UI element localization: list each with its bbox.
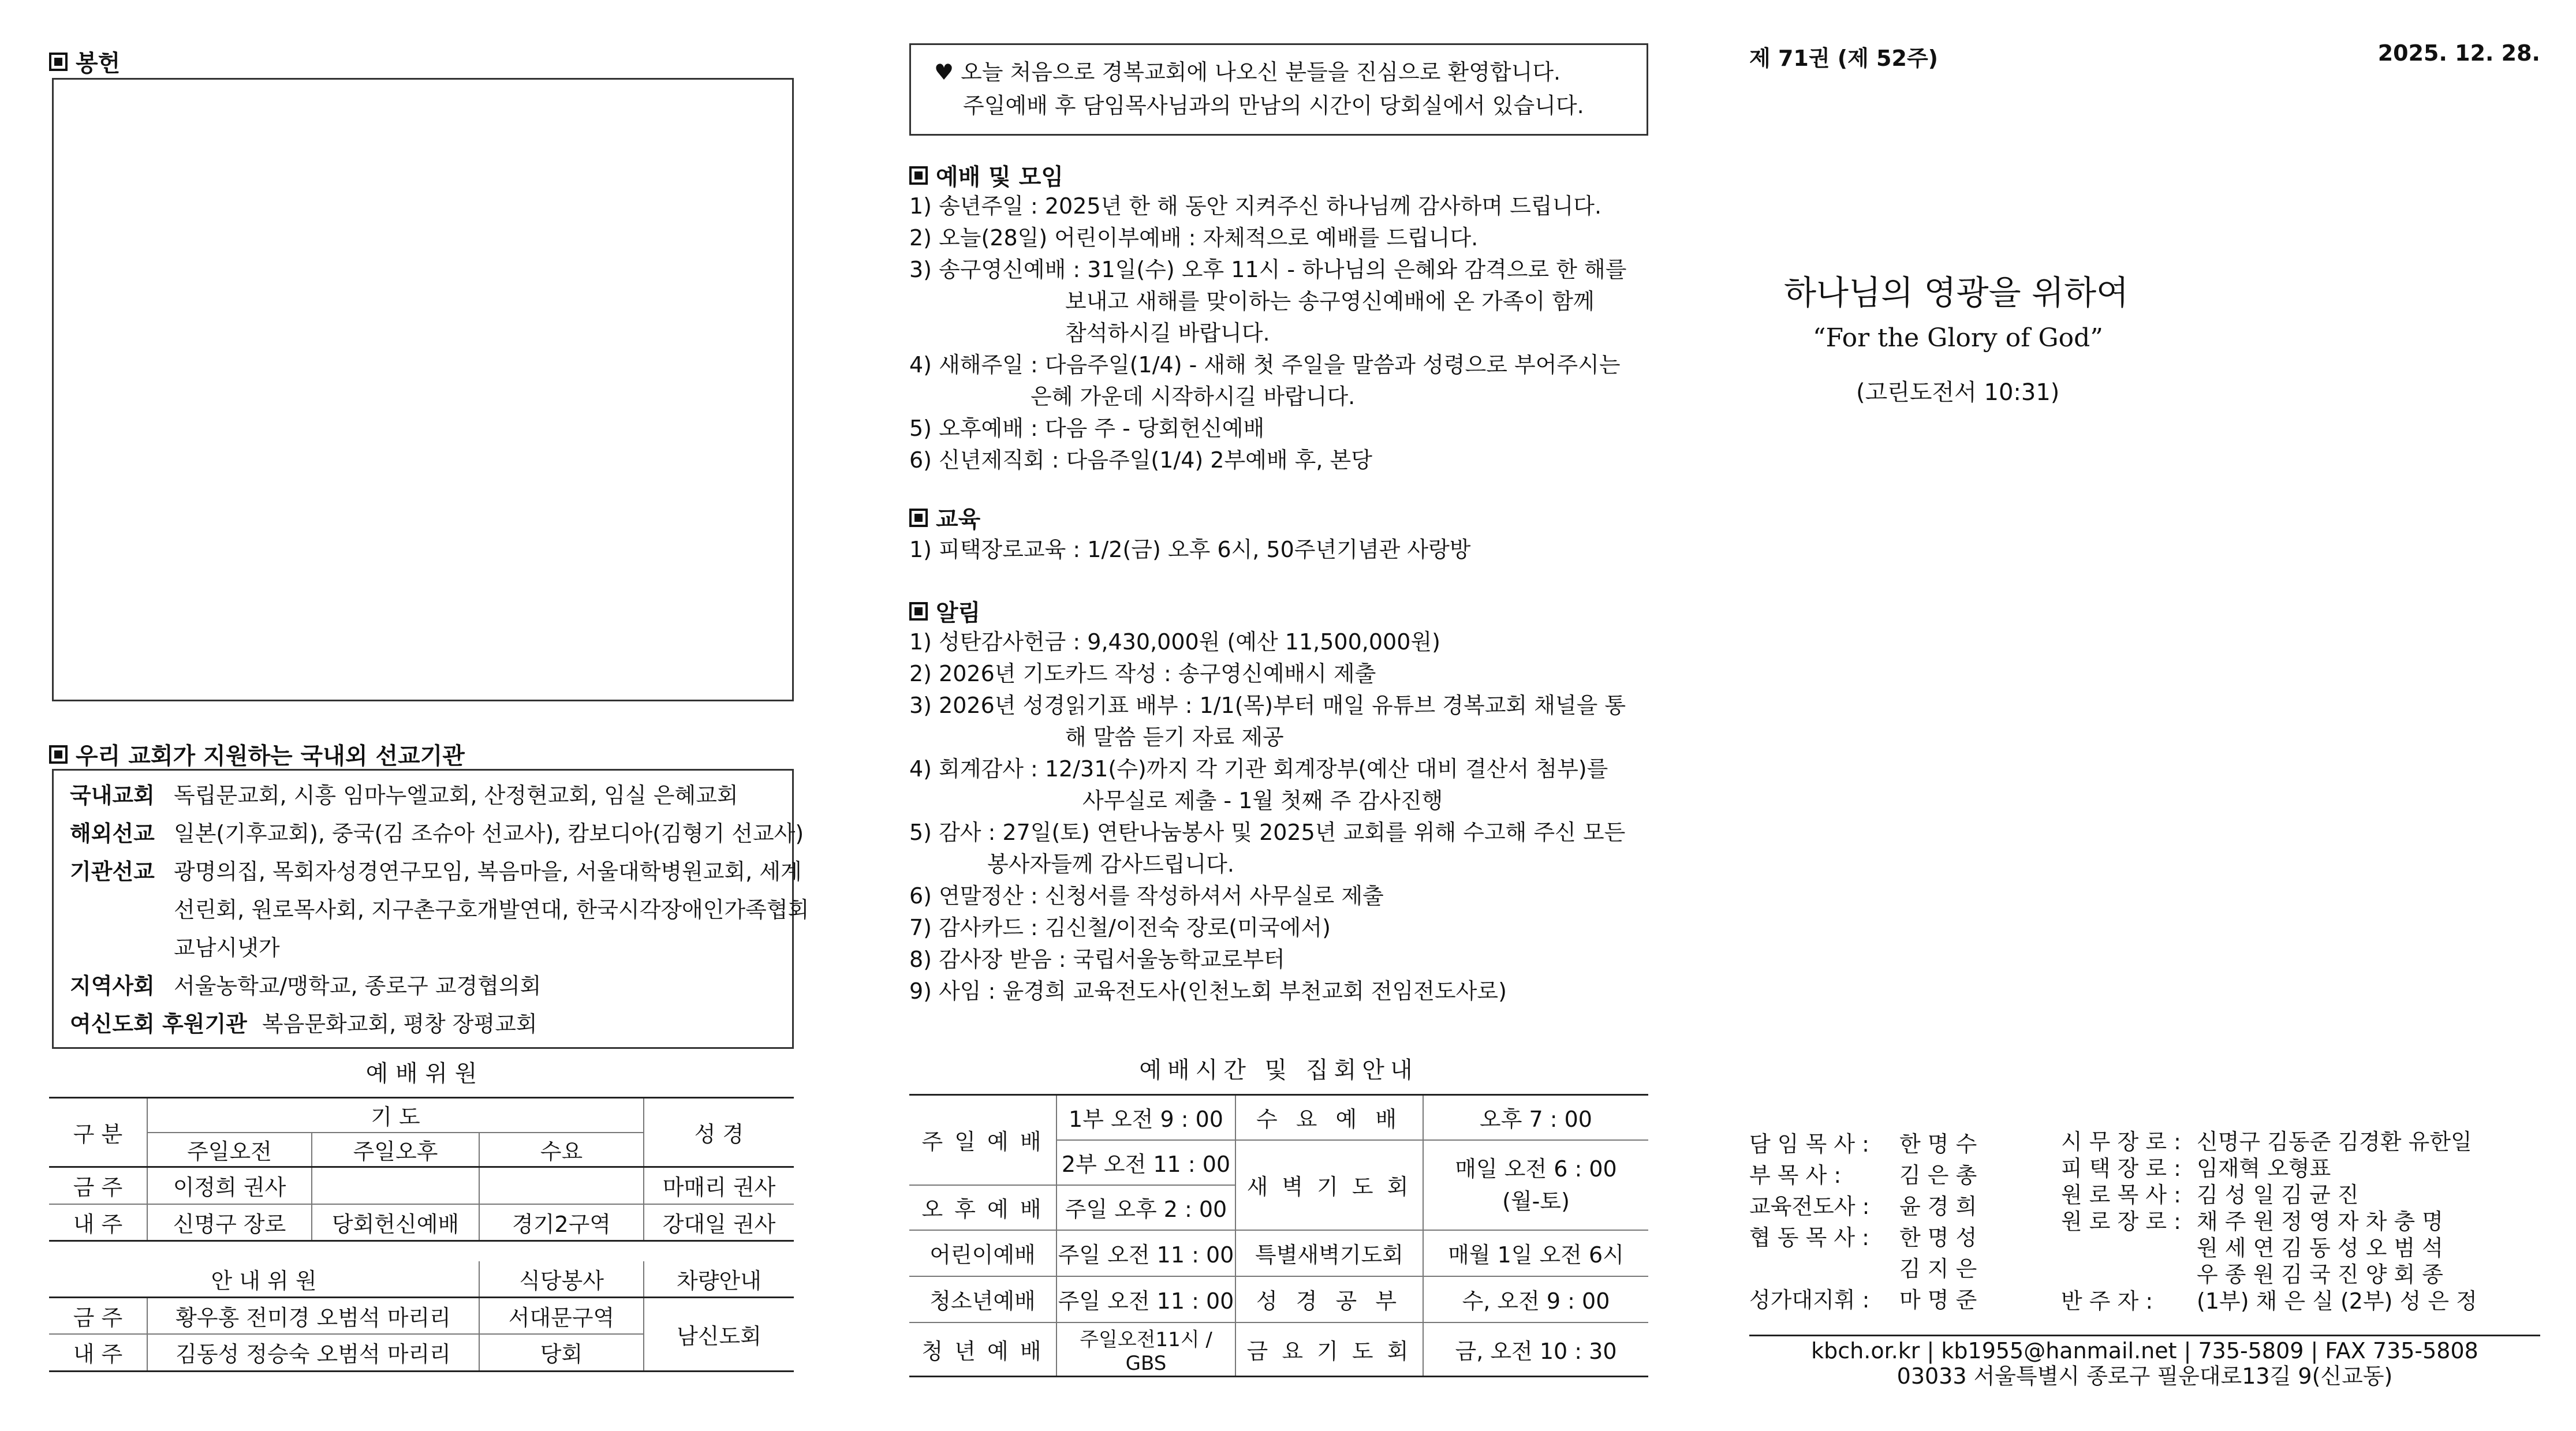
scripture-header: 성 경 [644, 1098, 794, 1167]
mission-text: 일본(기후교회), 중국(김 조슈아 선교사), 캄보디아(김형기 선교사) [174, 821, 804, 846]
staff-row [1749, 1160, 2038, 1191]
staff-role: 원 로 목 사 : [2061, 1182, 2181, 1208]
list-item: 9) 사임 : 윤경희 교육전도사(인천노회 부천교회 전임전도사로) [909, 978, 1507, 1004]
staff-name: 김 지 은 [1899, 1256, 1977, 1281]
missions-heading: 우리 교회가 지원하는 국내외 선교기관 [49, 738, 465, 771]
worship-meetings-heading: 예배 및 모임 [909, 159, 1063, 192]
cover-title: 하나님의 영광을 위하여 [1784, 273, 2129, 312]
staff-name: 김 은 총 [1899, 1163, 1977, 1188]
list-item: 5) 오후예배 : 다음 주 - 당회헌신예배 [909, 416, 1265, 441]
list-item: 사무실로 제출 - 1월 첫째 주 감사진행 [1082, 788, 1443, 813]
staff-role: 담 임 목 사 : [1749, 1131, 1869, 1157]
staff-role: 시 무 장 로 : [2061, 1129, 2181, 1154]
sub-header: 주일오전 [147, 1133, 312, 1167]
mission-text: 선린회, 원로목사회, 지구촌구호개발연대, 한국시각장애인가족협회 [174, 897, 809, 922]
staff-name: 신명구 김동준 김경환 유한일 [2197, 1129, 2472, 1154]
welcome-line: 주일예배 후 담임목사님과의 만남의 시간이 당회실에서 있습니다. [963, 93, 1584, 118]
staff-role: 부 목 사 : [1749, 1163, 1842, 1188]
staff-row [1749, 1253, 2038, 1284]
offering-box [52, 78, 794, 701]
mission-category [70, 891, 174, 929]
education-heading: 교육 [909, 501, 980, 534]
list-item: 보내고 새해를 맞이하는 송구영신예배에 온 가족이 함께 [1065, 289, 1595, 314]
table-row: 내 주 김동성 정승숙 오범석 마리리 당회 [49, 1334, 794, 1371]
mission-text: 광명의집, 목회자성경연구모임, 복음마을, 서울대학병원교회, 세계 [174, 859, 802, 884]
list-item: 2) 2026년 기도카드 작성 : 송구영신예배시 제출 [909, 661, 1376, 686]
sunday-worship-label: 주 일 예 배 [909, 1095, 1056, 1185]
notices-heading: 알림 [909, 595, 980, 627]
mission-category: 여신도회 후원기관 [70, 1011, 247, 1037]
list-item: 3) 송구영신예배 : 31일(수) 오후 11시 - 하나님의 은혜와 감격으로 한 해를 [909, 257, 1627, 282]
staff-role: 반 주 자 : [2061, 1288, 2153, 1314]
volume-number: 제 71권 (제 52주) [1749, 46, 1939, 71]
mission-category: 기관선교 [70, 859, 155, 884]
meal-header: 식당봉사 [479, 1261, 644, 1297]
dawn-prayer-time: 매일 오전 6 : 00 (월-토) [1423, 1140, 1648, 1230]
staff-role: 원 로 장 로 : [2061, 1209, 2181, 1234]
staff-role [1749, 1253, 1899, 1284]
list-item: 3) 2026년 성경읽기표 배부 : 1/1(목)부터 매일 유튜브 경복교회 채널을 통 [909, 693, 1626, 718]
staff-name: 마 명 준 [1899, 1287, 1977, 1313]
mission-line [70, 853, 802, 891]
mission-category [70, 929, 174, 967]
staff-row [2061, 1182, 2540, 1208]
cover-verse: (고린도전서 10:31) [1856, 379, 2060, 406]
list-item: 1) 송년주일 : 2025년 한 해 동안 지켜주신 하나님께 감사하며 드립니다. [909, 193, 1602, 219]
staff-name: 채 주 원 정 영 자 차 충 명 [2197, 1209, 2444, 1234]
footer-contact: kbch.or.kr | kb1955@hanmail.net | 735-5809 | FAX 735-5808 [1811, 1338, 2478, 1363]
mission-line [70, 929, 792, 967]
mission-text: 복음문화교회, 평창 장평교회 [262, 1011, 537, 1037]
staff-name: 한 명 성 [1899, 1225, 1977, 1250]
list-item: 2) 오늘(28일) 어린이부예배 : 자체적으로 예배를 드립니다. [909, 225, 1479, 251]
staff-row [1749, 1129, 2038, 1160]
schedule-title: 예배시간 및 집회안내 [1139, 1057, 1418, 1083]
welcome-line: ♥ 오늘 처음으로 경복교회에 나오신 분들을 진심으로 환영합니다. [934, 59, 1561, 85]
staff-row [1749, 1284, 2038, 1316]
sub-header: 수요 [479, 1133, 644, 1167]
bulletin-date: 2025. 12. 28. [2377, 40, 2540, 66]
footer [1749, 1338, 2540, 1389]
staff-row [1749, 1222, 2038, 1253]
mission-text: 서울농학교/맹학교, 종로구 교경협의회 [174, 973, 542, 999]
car-header: 차량안내 [677, 1268, 761, 1294]
mission-text: 교남시냇가 [174, 935, 280, 961]
list-item: 6) 신년제직회 : 다음주일(1/4) 2부예배 후, 본당 [909, 447, 1372, 473]
list-item: 5) 감사 : 27일(토) 연탄나눔봉사 및 2025년 교회를 위해 수고해 주신 모든 [909, 820, 1626, 845]
staff-right-list [2061, 1129, 2540, 1314]
staff-name: 우 종 원 김 국 진 양 회 종 [2197, 1262, 2444, 1287]
staff-row [2061, 1208, 2540, 1235]
schedule-table: 주 일 예 배 1부 오전 9 : 00 수 요 예 배 오후 7 : 00 2부 오전 11 : 00 새 벽 기 도 회 매일 오전 6 : 00 (월-토) 오 후 예 배 주일 오후 2 : 00 어린이예배 주일 오전 11 : 00 특별새벽기도회 매월 1일 오전 6시 청소년예배 주일 오전 11 : 00 성 경 공 부 수, 오전 9 : 00 청 년 예 배 주일오전11시 / GBS 금 요 기 도 회 금, 오전 10 : 30 [909, 1094, 1648, 1377]
mission-text: 독립문교회, 시흥 임마누엘교회, 산정현교회, 임실 은혜교회 [174, 783, 738, 808]
square-bullet-icon [49, 53, 68, 71]
list-item: 4) 새해주일 : 다음주일(1/4) - 새해 첫 주일을 말씀과 성령으로 부어주시는 [909, 352, 1621, 378]
car-guide-value: 남신도회 [644, 1297, 794, 1371]
staff-name: 임재혁 오형표 [2197, 1156, 2331, 1181]
list-item: 은혜 가운데 시작하시길 바랍니다. [1031, 384, 1356, 409]
welcome-box [909, 43, 1648, 136]
mission-category: 지역사회 [70, 973, 155, 999]
square-bullet-icon [909, 509, 928, 527]
list-item: 7) 감사카드 : 김신철/이전숙 장로(미국에서) [909, 915, 1331, 940]
list-item: 8) 감사장 받음 : 국립서울농학교로부터 [909, 947, 1285, 972]
mission-category: 국내교회 [70, 783, 155, 808]
staff-name: 원 세 연 김 동 성 오 범 석 [2197, 1235, 2444, 1261]
guide-committee-table [49, 1261, 794, 1372]
staff-row [1749, 1191, 2038, 1222]
staff-row [2061, 1288, 2540, 1314]
staff-row [2061, 1261, 2540, 1288]
mission-line [70, 814, 804, 853]
table-row: 금 주 황우홍 전미경 오범석 마리리 서대문구역 남신도회 [49, 1297, 794, 1334]
mission-line [70, 967, 792, 1005]
staff-left-list [1749, 1129, 2038, 1316]
worship-meetings-list [909, 190, 1660, 476]
table-row: 내 주 신명구 장로 당회헌신예배 경기2구역 강대일 권사 [49, 1204, 794, 1241]
staff-name: (1부) 채 은 실 (2부) 성 은 정 [2197, 1288, 2477, 1314]
missions-box [52, 769, 809, 1049]
square-bullet-icon [49, 745, 68, 764]
list-item: 1) 성탄감사헌금 : 9,430,000원 (예산 11,500,000원) [909, 629, 1440, 655]
worship-committee-table [49, 1097, 794, 1242]
staff-role: 피 택 장 로 : [2061, 1156, 2181, 1181]
offering-heading: 봉헌 [49, 45, 120, 78]
staff-role: 교육전도사 : [1749, 1194, 1870, 1219]
worship-committee-title: 예 배 위 원 [365, 1060, 477, 1087]
cover-subtitle: “For the Glory of God” [1813, 323, 2103, 353]
prayer-header: 기 도 [147, 1098, 644, 1133]
staff-row [2061, 1235, 2540, 1261]
staff-role [2061, 1261, 2197, 1288]
staff-name: 한 명 수 [1899, 1131, 1977, 1157]
guide-header: 안 내 위 원 [49, 1261, 479, 1297]
list-item: 봉사자들께 감사드립니다. [987, 851, 1234, 877]
notices-list [909, 626, 1660, 1007]
staff-row [2061, 1155, 2540, 1182]
footer-address: 03033 서울특별시 종로구 필운대로13길 9(신교동) [1896, 1363, 2393, 1389]
education-item: 1) 피택장로교육 : 1/2(금) 오후 6시, 50주년기념관 사랑방 [909, 537, 1471, 562]
sub-header: 주일오후 [312, 1133, 479, 1167]
staff-name: 김 성 일 김 균 진 [2197, 1182, 2359, 1208]
staff-role: 성가대지휘 : [1749, 1287, 1870, 1313]
mission-line [70, 1005, 792, 1043]
square-bullet-icon [909, 166, 928, 185]
staff-role: 협 동 목 사 : [1749, 1225, 1869, 1250]
staff-name: 윤 경 희 [1899, 1194, 1977, 1219]
square-bullet-icon [909, 602, 928, 621]
mission-line [70, 891, 809, 929]
footer-divider [1749, 1335, 2540, 1336]
mission-line [70, 776, 792, 814]
list-item: 4) 회계감사 : 12/31(수)까지 각 기관 회계장부(예산 대비 결산서 첨부)를 [909, 756, 1608, 782]
staff-row [2061, 1129, 2540, 1155]
table-row: 금 주 이정희 권사 마매리 권사 [49, 1167, 794, 1204]
list-item: 해 말씀 듣기 자료 제공 [1065, 724, 1284, 750]
list-item: 참석하시길 바랍니다. [1065, 320, 1270, 346]
list-item: 6) 연말정산 : 신청서를 작성하셔서 사무실로 제출 [909, 883, 1384, 909]
mission-category: 해외선교 [70, 821, 155, 846]
staff-role [2061, 1235, 2197, 1261]
gubun-header: 구 분 [49, 1098, 147, 1167]
